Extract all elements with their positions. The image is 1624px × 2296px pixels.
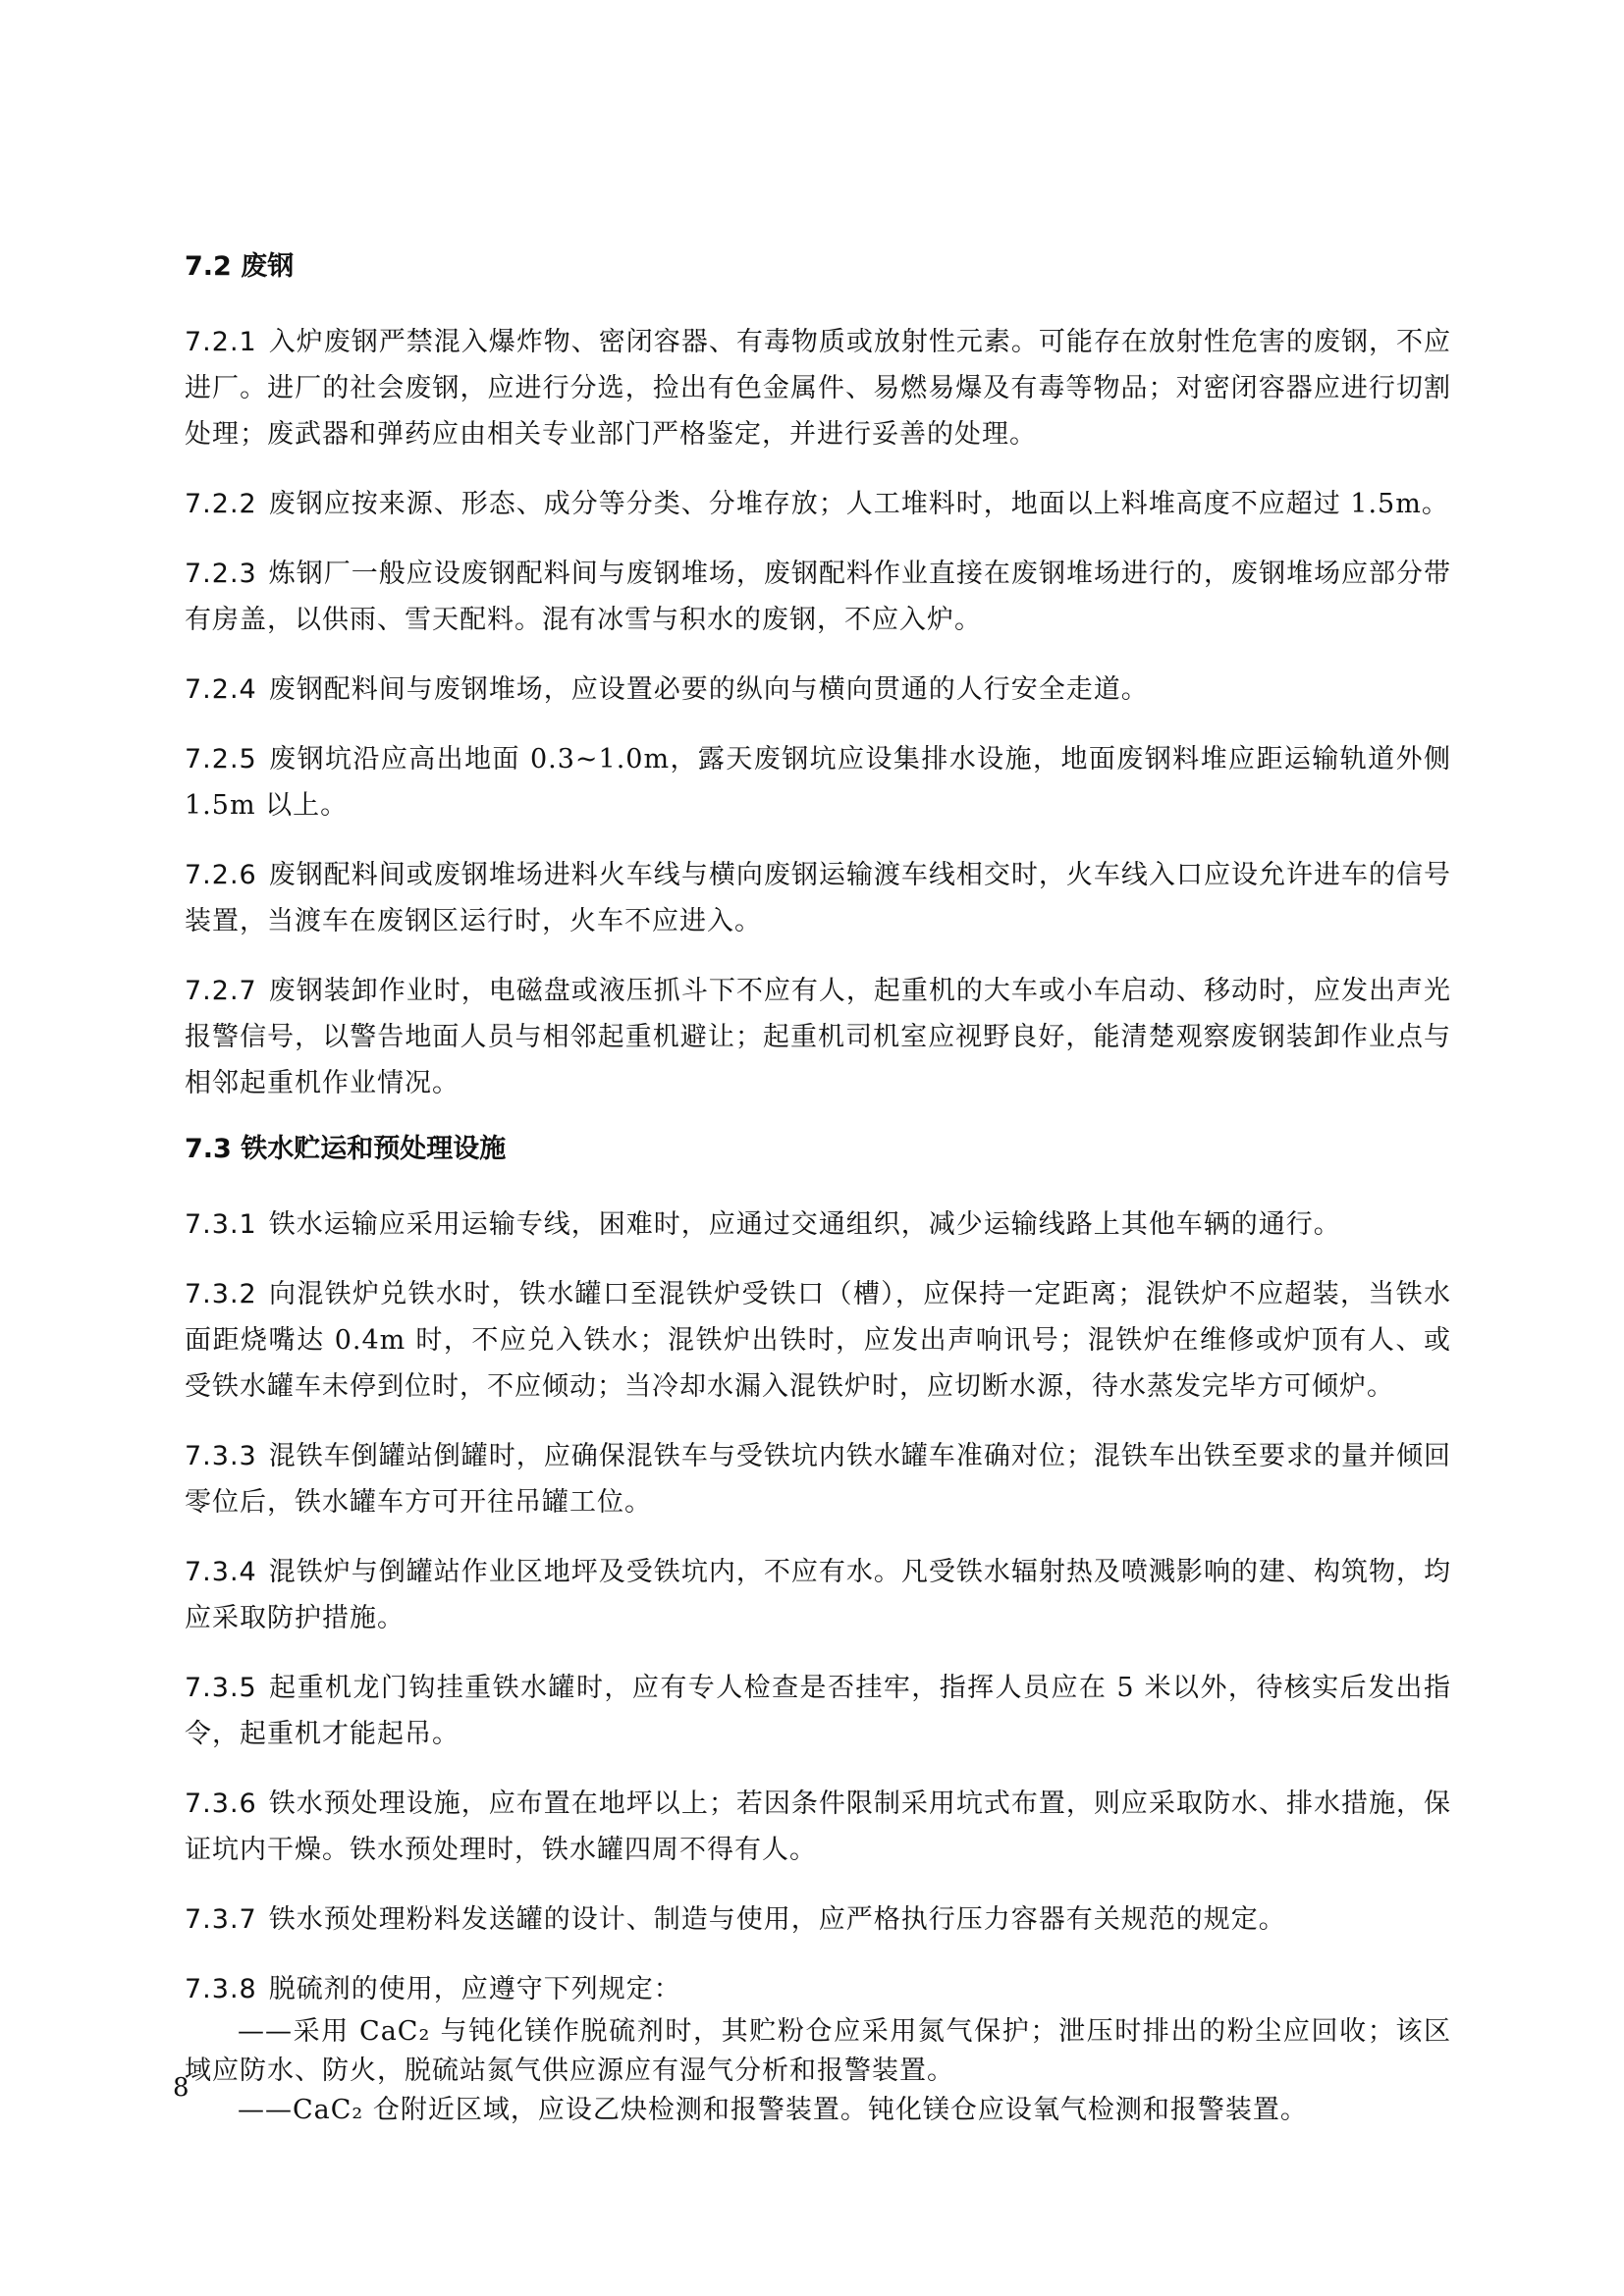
clause-7-2-4 — [185, 667, 1451, 713]
clause-text: 起重机龙门钩挂重铁水罐时，应有专人检查是否挂牢，指挥人员应在 5 米以外，待核实后发出指令，起重机才能起吊。 — [185, 1673, 1451, 1749]
clause-number: 7.2.3 — [185, 559, 257, 589]
clause-7-2-3 — [185, 551, 1451, 643]
clause-7-3-3 — [185, 1433, 1451, 1525]
clause-7-2-6 — [185, 852, 1451, 944]
clause-number: 7.3.1 — [185, 1209, 257, 1240]
clause-7-3-4 — [185, 1549, 1451, 1641]
clause-number: 7.3.2 — [185, 1279, 257, 1309]
clause-7-3-6 — [185, 1781, 1451, 1873]
clause-7-2-7 — [185, 968, 1451, 1106]
clause-text: 向混铁炉兑铁水时，铁水罐口至混铁炉受铁口（槽），应保持一定距离；混铁炉不应超装，当铁水面距烧嘴达 0.4m 时，不应兑入铁水；混铁炉出铁时，应发出声响讯号；混铁炉在维修或炉顶有人、或受铁水罐车未停到位时，不应倾动；当冷却水漏入混铁炉时，应切断水源，待水蒸发完毕方可倾炉。 — [185, 1279, 1451, 1402]
clause-number: 7.3.6 — [185, 1789, 257, 1819]
clause-text: 废钢应按来源、形态、成分等分类、分堆存放；人工堆料时，地面以上料堆高度不应超过 1.5m。 — [268, 489, 1449, 519]
clause-number: 7.2.5 — [185, 744, 257, 774]
list-item: ——采用 CaC₂ 与钝化镁作脱硫剂时，其贮粉仓应采用氮气保护；泄压时排出的粉尘应回收；该区域应防水、防火，脱硫站氮气供应源应有湿气分析和报警装置。 — [185, 2016, 1451, 2086]
clause-text: 混铁炉与倒罐站作业区地坪及受铁坑内，不应有水。凡受铁水辐射热及喷溅影响的建、构筑物，均应采取防护措施。 — [185, 1557, 1451, 1633]
clause-text: 废钢配料间与废钢堆场，应设置必要的纵向与横向贯通的人行安全走道。 — [268, 674, 1149, 705]
clause-7-3-1 — [185, 1201, 1451, 1248]
clause-text: 脱硫剂的使用，应遵守下列规定： — [268, 1974, 681, 2004]
clause-7-3-2 — [185, 1271, 1451, 1410]
clause-text: 铁水预处理设施，应布置在地坪以上；若因条件限制采用坑式布置，则应采取防水、排水措施，保证坑内干燥。铁水预处理时，铁水罐四周不得有人。 — [185, 1789, 1451, 1865]
clause-number: 7.3.8 — [185, 1974, 257, 2004]
page-number: 8 — [173, 2073, 189, 2103]
clause-7-2-2 — [185, 481, 1451, 527]
clause-7-3-7 — [185, 1896, 1451, 1943]
clause-number: 7.3.5 — [185, 1673, 257, 1703]
section-heading-7-3: 7.3 铁水贮运和预处理设施 — [185, 1134, 507, 1164]
clause-number: 7.3.7 — [185, 1904, 257, 1935]
clause-text: 混铁车倒罐站倒罐时，应确保混铁车与受铁坑内铁水罐车准确对位；混铁车出铁至要求的量并倾回零位后，铁水罐车方可开往吊罐工位。 — [185, 1441, 1451, 1518]
clause-text: 废钢装卸作业时，电磁盘或液压抓斗下不应有人，起重机的大车或小车启动、移动时，应发出声光报警信号，以警告地面人员与相邻起重机避让；起重机司机室应视野良好，能清楚观察废钢装卸作业点与相邻起重机作业情况。 — [185, 976, 1451, 1098]
clause-number: 7.2.6 — [185, 860, 257, 890]
clause-number: 7.3.3 — [185, 1441, 257, 1471]
clause-text: 铁水预处理粉料发送罐的设计、制造与使用，应严格执行压力容器有关规范的规定。 — [268, 1904, 1286, 1935]
clause-number: 7.3.4 — [185, 1557, 257, 1587]
clause-number: 7.2.2 — [185, 489, 257, 519]
section-heading-7-2: 7.2 废钢 — [185, 251, 295, 282]
clause-text: 入炉废钢严禁混入爆炸物、密闭容器、有毒物质或放射性元素。可能存在放射性危害的废钢，不应进厂。进厂的社会废钢，应进行分选，捡出有色金属件、易燃易爆及有毒等物品；对密闭容器应进行切割处理；废武器和弹药应由相关专业部门严格鉴定，并进行妥善的处理。 — [185, 327, 1451, 450]
list-item: ——CaC₂ 仓附近区域，应设乙炔检测和报警装置。钝化镁仓应设氧气检测和报警装置。 — [238, 2095, 1308, 2125]
clause-number: 7.2.7 — [185, 976, 257, 1006]
clause-number: 7.2.1 — [185, 327, 257, 357]
clause-7-3-5 — [185, 1665, 1451, 1757]
clause-7-2-1 — [185, 319, 1451, 457]
clause-text: 铁水运输应采用运输专线，困难时，应通过交通组织，减少运输线路上其他车辆的通行。 — [268, 1209, 1341, 1240]
clause-7-2-5 — [185, 736, 1451, 828]
clause-number: 7.2.4 — [185, 674, 257, 705]
clause-text: 炼钢厂一般应设废钢配料间与废钢堆场，废钢配料作业直接在废钢堆场进行的，废钢堆场应部分带有房盖，以供雨、雪天配料。混有冰雪与积水的废钢，不应入炉。 — [185, 559, 1451, 635]
clause-text: 废钢配料间或废钢堆场进料火车线与横向废钢运输渡车线相交时，火车线入口应设允许进车的信号装置，当渡车在废钢区运行时，火车不应进入。 — [185, 860, 1451, 936]
page-content — [185, 247, 1451, 2130]
clause-text: 废钢坑沿应高出地面 0.3~1.0m，露天废钢坑应设集排水设施，地面废钢料堆应距运输轨道外侧 1.5m 以上。 — [185, 744, 1451, 821]
clause-7-3-8 — [185, 1966, 1451, 2012]
